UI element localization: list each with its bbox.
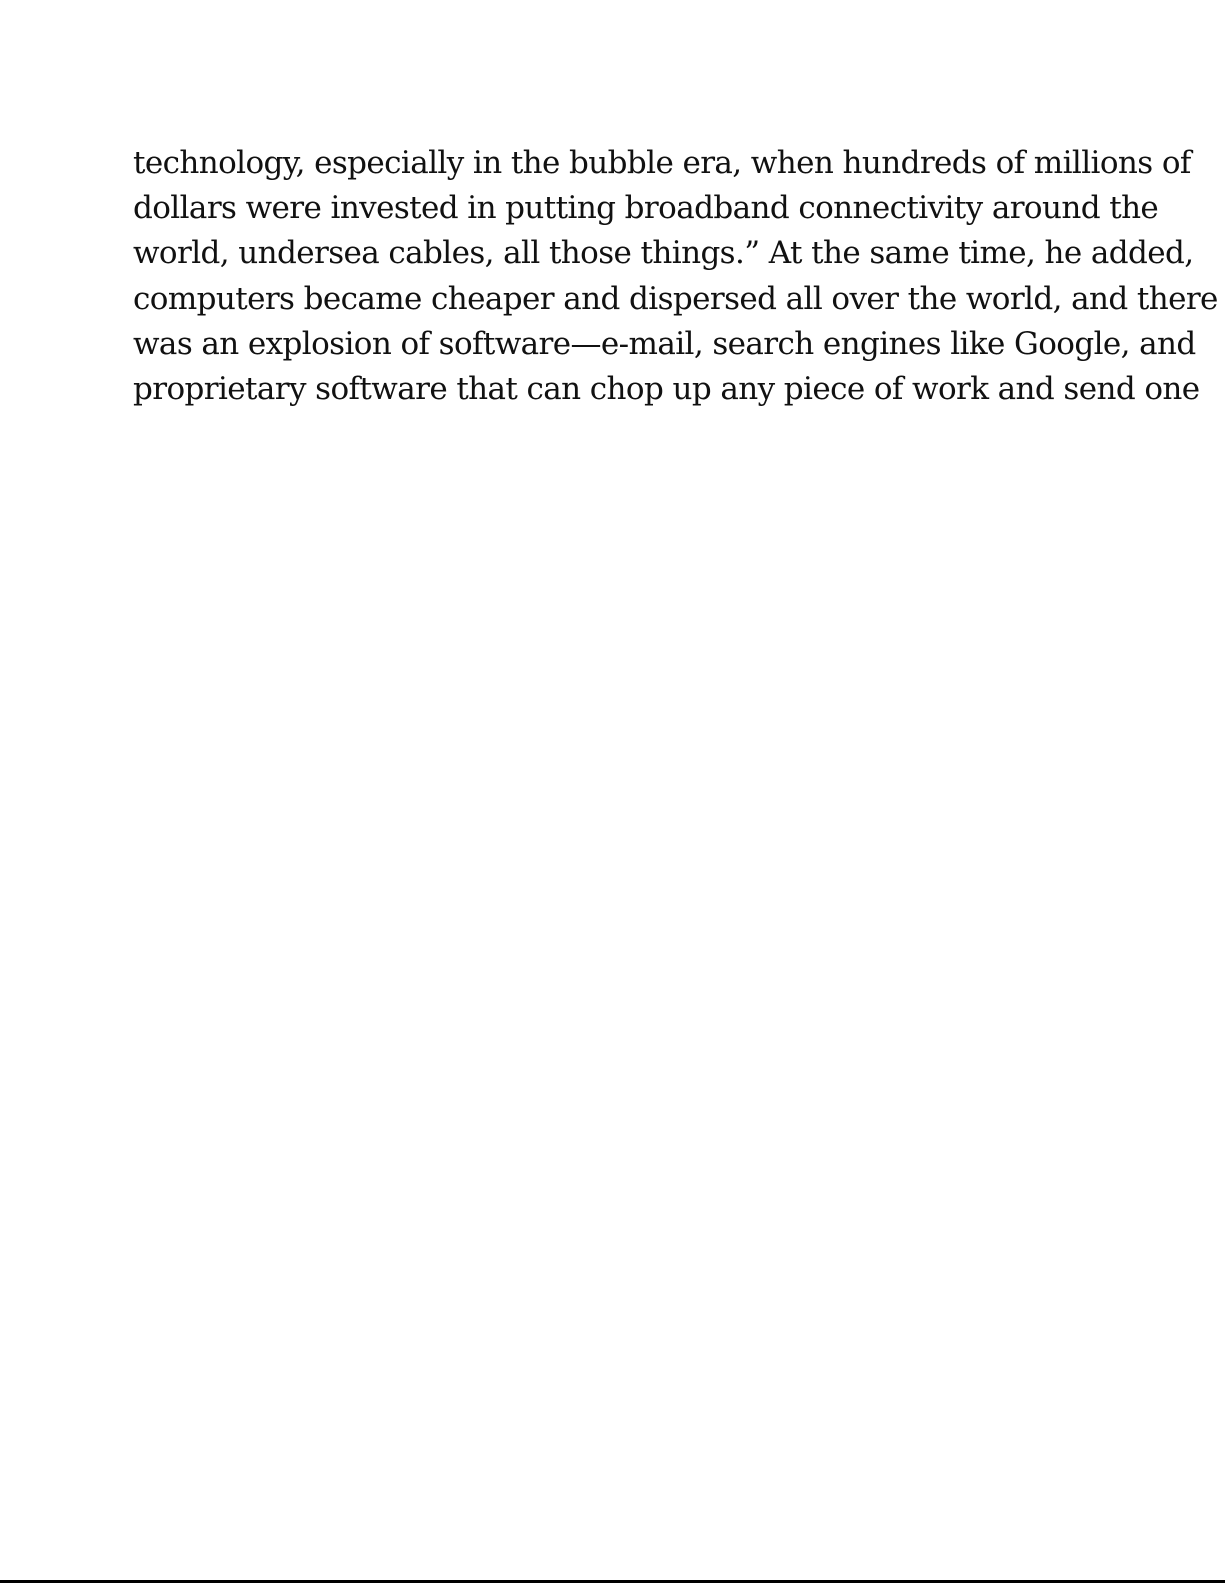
text-line-4: computers became cheaper and dispersed all over the world, and there xyxy=(133,280,1218,317)
text-line-6: proprietary software that can chop up any piece of work and send one xyxy=(133,370,1200,407)
text-line-5: was an explosion of software—e-mail, search engines like Google, and xyxy=(133,325,1196,362)
text-line-3: world, undersea cables, all those things.” At the same time, he added, xyxy=(133,235,1194,272)
text-line-2: dollars were invested in putting broadband connectivity around the xyxy=(133,190,1159,227)
body-paragraph xyxy=(133,141,1218,412)
text-line-1: technology, especially in the bubble era, when hundreds of millions of xyxy=(133,145,1191,181)
bottom-divider xyxy=(0,1580,1225,1583)
